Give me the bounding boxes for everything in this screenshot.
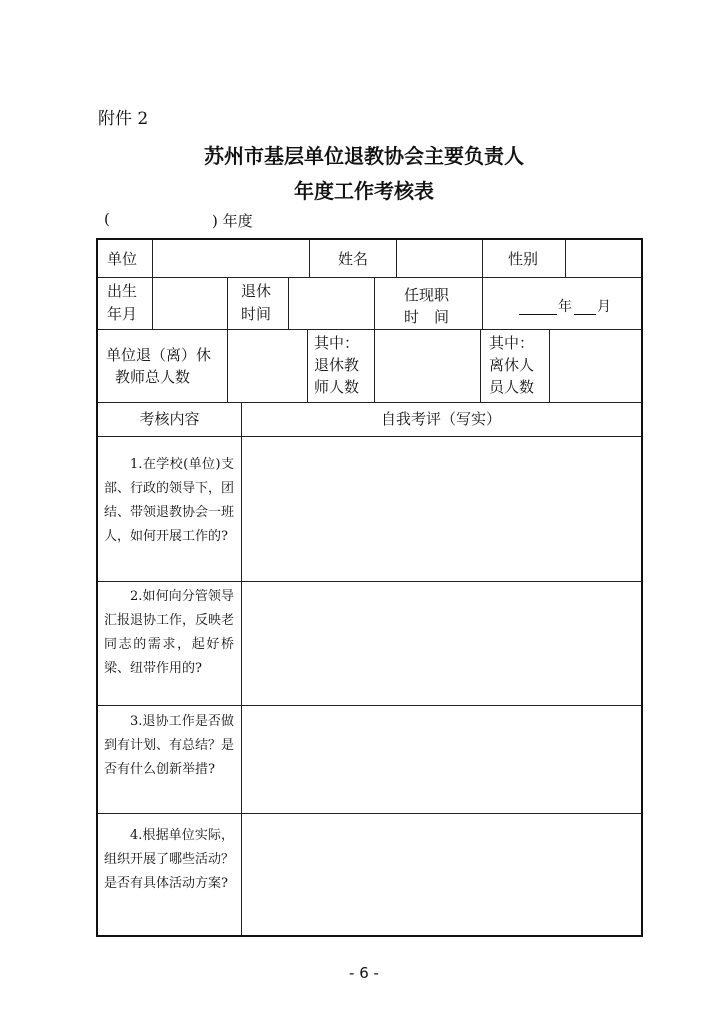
- total-staff-label-line-2: 教师总人数: [115, 368, 191, 386]
- retire-label-line-2: 时间: [241, 305, 272, 323]
- col-divider: [374, 329, 375, 402]
- birth-label-line-1: 出生: [107, 282, 138, 300]
- row-divider: [98, 436, 641, 437]
- self-evaluation-column-header: 自我考评（写实）: [380, 410, 501, 428]
- page-number: - 6 -: [349, 964, 379, 982]
- answer-area-1[interactable]: [243, 438, 641, 581]
- year-underline: [519, 314, 557, 315]
- col-divider: [227, 329, 228, 402]
- col-divider: [565, 240, 566, 277]
- retired-count-label-line-1: 其中：: [314, 334, 360, 352]
- assessment-table: [96, 238, 643, 937]
- form-title-line-2: 年度工作考核表: [294, 179, 434, 203]
- col-divider: [480, 329, 481, 402]
- question-2: 2.如何向分管领导汇报退协工作，反映老同志的需求，起好桥梁、纽带作用的?: [104, 589, 235, 676]
- row-divider: [98, 813, 641, 814]
- month-char: 月: [597, 299, 611, 315]
- col-divider: [227, 277, 228, 329]
- gender-label: 性别: [508, 250, 539, 268]
- retired-count-label-line-2: 退休教: [314, 356, 360, 374]
- question-4: 4.根据单位实际，组织开展了哪些活动？是否有具体活动方案?: [104, 828, 235, 891]
- annex-label: 附件 2: [98, 109, 149, 129]
- answer-area-2[interactable]: [243, 583, 641, 705]
- current-post-label-line-2: 时 间: [404, 308, 450, 326]
- col-divider: [152, 240, 153, 277]
- current-post-label-line-1: 任现职: [404, 286, 450, 304]
- col-divider: [482, 277, 483, 329]
- col-divider: [396, 240, 397, 277]
- col-divider: [309, 240, 310, 277]
- answer-area-4[interactable]: [243, 815, 641, 935]
- retired-count-label-line-3: 师人数: [314, 378, 360, 396]
- lixiu-count-label-line-2: 离休人: [489, 356, 535, 374]
- row-divider: [98, 705, 641, 706]
- lixiu-count-label-line-3: 员人数: [489, 378, 535, 396]
- retire-label-line-1: 退休: [241, 282, 272, 300]
- row-divider: [98, 581, 641, 582]
- col-divider: [482, 240, 483, 277]
- question-1: 1.在学校(单位)支部、行政的领导下，团结、带领退教协会一班人，如何开展工作的?: [104, 457, 235, 544]
- col-divider: [549, 329, 550, 402]
- col-divider: [241, 402, 242, 935]
- year-char: 年: [558, 299, 572, 315]
- lixiu-count-label-line-1: 其中：: [489, 334, 535, 352]
- row-divider: [98, 402, 641, 403]
- col-divider: [307, 329, 308, 402]
- content-column-header: 考核内容: [139, 410, 200, 428]
- col-divider: [152, 277, 153, 329]
- form-title-line-1: 苏州市基层单位退教协会主要负责人: [204, 144, 524, 168]
- col-divider: [374, 277, 375, 329]
- birth-label-line-2: 年月: [107, 305, 138, 323]
- year-paren-open: (: [104, 210, 110, 228]
- name-label: 姓名: [338, 250, 369, 268]
- row-divider: [98, 277, 641, 278]
- answer-area-3[interactable]: [243, 707, 641, 813]
- total-staff-label-line-1: 单位退（离）休: [106, 346, 212, 364]
- question-3: 3.退协工作是否做到有计划、有总结？是否有什么创新举措?: [104, 714, 235, 777]
- col-divider: [288, 277, 289, 329]
- unit-label: 单位: [107, 250, 138, 268]
- year-label: ) 年度: [212, 212, 253, 230]
- month-underline: [574, 314, 596, 315]
- row-divider: [98, 329, 641, 330]
